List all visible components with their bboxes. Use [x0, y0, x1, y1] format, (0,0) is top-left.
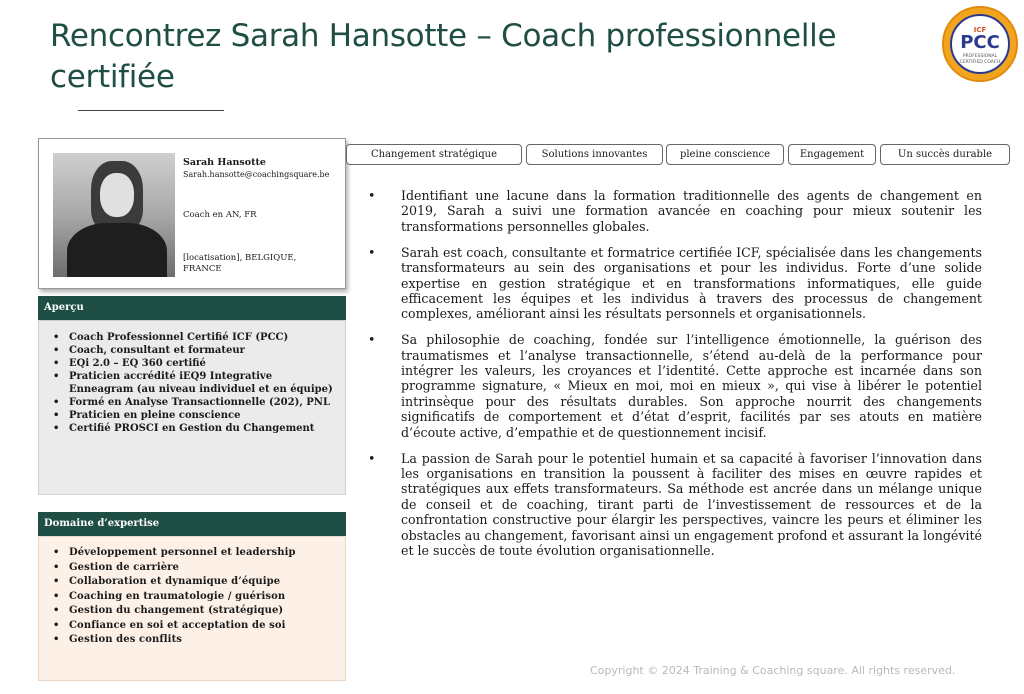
apercu-box: [38, 320, 346, 495]
profile-location: [locatisation], BELGIQUE, FRANCE: [183, 253, 297, 274]
main-paragraph: • Identifiant une lacune dans la formation traditionnelle des agents de changement en 2019, Sarah a suivi une formation avancée en coaching pour mieux soutenir les transformations personnelles globales.: [368, 188, 982, 234]
profile-card: [38, 138, 346, 289]
copyright-footer: Copyright © 2024 Training & Coaching square. All rights reserved.: [590, 664, 956, 677]
main-paragraph: • La passion de Sarah pour le potentiel humain et sa capacité à favoriser l’innovation dans les organisations en transition la poussent à faciliter des mises en œuvre rapides et stratégiques aux effets transformateurs. Sa méthode est ancrée dans un mélange unique de conseil et de coaching, tirant parti de l’investissement de ressources et de la confrontation constructive pour élargir les perspectives, vaincre les peurs et éliminer les obstacles au changement, favorisant ainsi un engagement profond et assurant la longévité et le succès de toute évolution organisationnelle.: [368, 451, 982, 559]
list-item: • Gestion du changement (stratégique): [53, 604, 337, 619]
pcc-badge-logo: [942, 6, 1018, 82]
main-paragraph: • Sa philosophie de coaching, fondée sur l’intelligence émotionnelle, la guérison des traumatismes et l’analyse transactionnelle, s’étend au-delà de la performance pour intégrer les valeurs, les croyances et l’identité. Cette approche est incarnée dans son programme signature, « Mieux en moi, moi en mieux », qui vise à libérer le potentiel intrinsèque pour des résultats durables. Son approche nourrit des changements significatifs de comportement et d’état d’esprit, facilités par ses atouts en matière d’écoute active, d’empathie et de questionnement incisif.: [368, 332, 982, 440]
tag-engagement: Engagement: [788, 144, 876, 165]
tag-changement-strategique: Changement stratégique: [346, 144, 522, 165]
main-bullet-list: [368, 188, 982, 569]
badge-inner: [950, 14, 1010, 74]
main-paragraph: • Sarah est coach, consultante et formatrice certifiée ICF, spécialisée dans les changements transformateurs au sein des organisations et pour les individus. Forte d’une solide expertise en gestion stratégique et en transformations informatiques, elle guide efficacement les équipes et les individus à travers des processus de changement complexes, améliorant ainsi les résultats personnels et organisationnels.: [368, 245, 982, 322]
photo-face: [100, 173, 134, 217]
page-title: Rencontrez Sarah Hansotte – Coach professionnelle certifiée: [50, 18, 837, 95]
apercu-list: [53, 331, 337, 435]
badge-sub-text: PROFESSIONAL CERTIFIED COACH: [959, 54, 1001, 65]
list-item: • Gestion de carrière: [53, 561, 337, 576]
list-item: • Praticien en pleine conscience: [53, 409, 337, 422]
apercu-heading: Aperçu: [38, 296, 346, 320]
list-item: • Formé en Analyse Transactionnelle (202), PNL: [53, 396, 337, 409]
list-item: • Coach, consultant et formateur: [53, 344, 337, 357]
photo-body: [67, 223, 167, 277]
list-item: • EQi 2.0 – EQ 360 certifié: [53, 357, 337, 370]
tag-solutions-innovantes: Solutions innovantes: [526, 144, 663, 165]
profile-email[interactable]: Sarah.hansotte@coachingsquare.be: [183, 170, 330, 179]
expertise-box: [38, 536, 346, 681]
tag-pleine-conscience: pleine conscience: [666, 144, 784, 165]
list-item: • Praticien accrédité iEQ9 Integrative Enneagram (au niveau individuel et en équipe): [53, 370, 337, 396]
expertise-list: [53, 546, 337, 648]
profile-languages: Coach en AN, FR: [183, 210, 257, 220]
badge-icf-text: ICF: [973, 26, 987, 34]
expertise-heading: Domaine d’expertise: [38, 512, 346, 536]
profile-photo: [53, 153, 175, 277]
list-item: • Certifié PROSCI en Gestion du Changement: [53, 422, 337, 435]
list-item: • Coach Professionnel Certifié ICF (PCC): [53, 331, 337, 344]
list-item: • Développement personnel et leadership: [53, 546, 337, 561]
profile-name: Sarah Hansotte: [183, 157, 266, 168]
list-item: • Collaboration et dynamique d’équipe: [53, 575, 337, 590]
list-item: • Confiance en soi et acceptation de soi: [53, 619, 337, 634]
tag-succes-durable: Un succès durable: [880, 144, 1010, 165]
badge-pcc-text: PCC: [960, 32, 1000, 53]
list-item: • Gestion des conflits: [53, 633, 337, 648]
title-underline: [78, 110, 224, 111]
list-item: • Coaching en traumatologie / guérison: [53, 590, 337, 605]
